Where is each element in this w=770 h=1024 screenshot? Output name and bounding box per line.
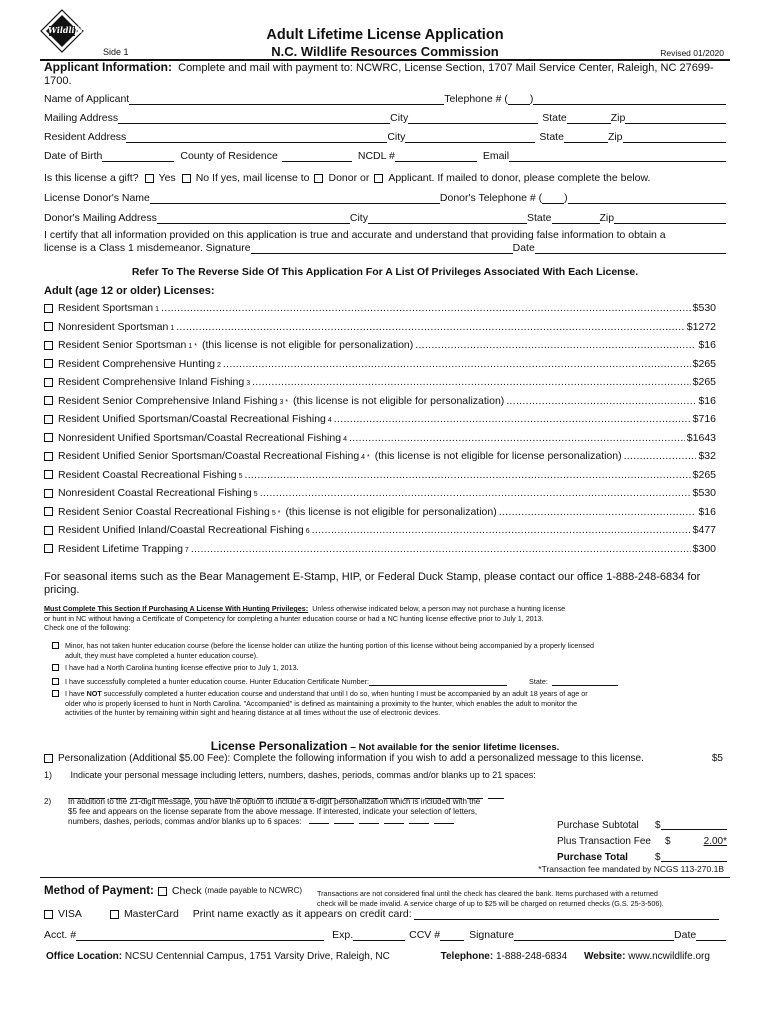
gift-yes-label: Yes (158, 172, 176, 184)
personalization-item-2 (44, 797, 564, 827)
leader-dots (223, 358, 691, 370)
resident-row (44, 131, 726, 143)
leader-dots (260, 487, 691, 499)
phone-label: Telephone: (440, 951, 494, 962)
mail-to-applicant-label: Applicant. If mailed to donor, please complete the below. (388, 172, 651, 184)
resident-address-field[interactable] (126, 132, 387, 143)
payment-row-2 (44, 908, 719, 920)
hunting-options (52, 641, 724, 718)
license-footnote: 5 (238, 472, 243, 480)
mailing-row (44, 112, 726, 124)
item-2-number: 2) (44, 797, 52, 806)
check-label: Check (171, 885, 202, 897)
license-row (44, 543, 716, 555)
message-6-field[interactable] (309, 817, 459, 827)
hunter-cert-number-field[interactable] (369, 677, 507, 686)
hunter-not-text-2: older who is properly licensed to hunt in North Carolina. "Accompanied" is defined as maintaining a proximity to the hunter, which enables the adult to monitor the (65, 698, 578, 708)
license-name: Resident Comprehensive Inland Fishing (58, 376, 245, 388)
license-checkbox[interactable] (44, 544, 53, 553)
license-footnote: 7 (184, 546, 189, 554)
print-name-label: Print name exactly as it appears on credit card: (192, 908, 412, 920)
hunter-not-text-3: activities of the hunter by remaining within sight and hearing distance at all times without the use of electronic devices. (65, 708, 441, 717)
fee-value: 2.00* (703, 836, 727, 847)
certify-line-1: I certify that all information provided on this application is true and accurate and understand that providing false information to obtain a (44, 229, 666, 241)
email-field[interactable] (509, 151, 726, 162)
donor-city-field[interactable] (368, 213, 527, 224)
exp-label: Exp. (332, 929, 354, 941)
dob-row (44, 150, 726, 162)
licenses-heading: Adult (age 12 or older) Licenses: (44, 285, 215, 297)
payment-heading: Method of Payment: (44, 885, 154, 897)
license-row (44, 376, 716, 388)
subtotal-field[interactable] (661, 818, 727, 830)
resident-label: Resident Address (44, 131, 127, 143)
license-checkbox[interactable] (44, 396, 53, 405)
mailing-state-label: State (542, 112, 567, 124)
license-checkbox[interactable] (44, 415, 53, 424)
visa-checkbox[interactable] (44, 910, 53, 919)
seasonal-note: For seasonal items such as the Bear Management E-Stamp, HIP, or Federal Duck Stamp, please contact our office 1-888-248-6834 for pricing. (44, 571, 701, 596)
license-row (44, 302, 716, 314)
donor-state-label: State (526, 212, 552, 224)
license-price: $300 (692, 542, 716, 555)
hunter-not-text-post: successfully completed a hunter education course and understand that until I do so, when hunting I must be accompanied by an adult 18 years of age or (103, 689, 588, 698)
fee-label: Plus Transaction Fee (557, 836, 651, 847)
license-price: $716 (692, 413, 716, 425)
county-field[interactable] (282, 151, 352, 162)
gift-question: Is this license a gift? (44, 172, 139, 184)
hunter-completed-checkbox[interactable] (52, 678, 59, 685)
name-row (44, 93, 726, 105)
license-price: $16 (698, 505, 716, 518)
leader-dots (252, 376, 691, 388)
license-row (44, 358, 716, 370)
donor-name-field[interactable] (150, 193, 440, 204)
resident-city-label: City (387, 131, 406, 143)
license-name: Resident Unified Sportsman/Coastal Recreational Fishing (58, 413, 326, 425)
signature-field[interactable] (251, 243, 513, 254)
license-name: Resident Sportsman (58, 302, 154, 314)
resident-city-field[interactable] (405, 132, 535, 143)
office-label: Office Location: (46, 951, 123, 962)
hunter-completed-text: I have successfully completed a hunter education course. Hunter Education Certificate Number: (65, 676, 370, 686)
fee-note: *Transaction fee mandated by NCGS 113-270.1B (538, 864, 724, 874)
subtotal-currency: $ (655, 820, 661, 831)
leader-dots (349, 432, 685, 444)
license-name: Nonresident Unified Sportsman/Coastal Recreational Fishing (58, 431, 342, 444)
donor-state-field[interactable] (552, 213, 600, 224)
hunting-heading: Must Complete This Section If Purchasing A License With Hunting Privileges: (44, 604, 309, 613)
gift-yes-checkbox[interactable] (145, 174, 154, 183)
license-price: $265 (692, 468, 716, 481)
gift-no-checkbox[interactable] (182, 174, 191, 183)
license-name: Resident Coastal Recreational Fishing (58, 468, 237, 481)
license-checkbox[interactable] (44, 452, 53, 461)
mail-to-donor-label: Donor or (328, 172, 370, 184)
license-footnote: 3 (246, 380, 251, 387)
license-note: (this license is not eligible for license personalization) (374, 450, 622, 462)
license-note: (this license is not eligible for personalization) (293, 394, 505, 407)
totals-block (557, 818, 727, 866)
office-value: NCSU Centennial Campus, 1751 Varsity Drive, Raleigh, NC (124, 951, 390, 962)
leader-dots (176, 321, 685, 333)
mail-to-applicant-checkbox[interactable] (374, 174, 383, 183)
footer (46, 951, 726, 962)
dob-label: Date of Birth (44, 150, 103, 162)
hunter-cert-state-field[interactable] (552, 677, 618, 686)
personalization-checkbox[interactable] (44, 754, 53, 763)
donor-city-label: City (349, 212, 368, 224)
payment-row-1 (44, 885, 302, 897)
payment-row-3 (44, 929, 726, 941)
telephone-field[interactable] (533, 94, 726, 105)
resident-zip-field[interactable] (623, 132, 726, 143)
item-1-number: 1) (44, 770, 53, 780)
acct-label: Acct. # (44, 929, 77, 941)
personalization-item-1 (44, 770, 536, 780)
hunting-section (44, 604, 724, 633)
resident-zip-label: Zip (607, 131, 623, 143)
license-row (44, 469, 716, 481)
ncdl-label: NCDL # (357, 150, 395, 162)
personal-char-slot[interactable] (409, 823, 429, 824)
leader-dots (191, 543, 691, 555)
personal-char-slot[interactable] (434, 823, 454, 824)
personalization-price: $5 (711, 753, 723, 764)
hunter-minor-checkbox[interactable] (52, 642, 59, 649)
personalization-heading-row: License Personalization – Not available for the senior lifetime licenses. (210, 739, 560, 753)
hunter-not-text-bold: NOT (86, 689, 102, 698)
mastercard-label: MasterCard (123, 908, 179, 920)
cardholder-name-field[interactable] (414, 909, 719, 920)
ncdl-field[interactable] (395, 151, 477, 162)
resident-state-label: State (539, 131, 564, 143)
side-label: Side 1 (103, 47, 129, 57)
mastercard-checkbox[interactable] (110, 910, 119, 919)
form-title: Adult Lifetime License Application (266, 27, 504, 43)
donor-mail-field[interactable] (157, 213, 350, 224)
license-price: $1643 (686, 431, 716, 444)
license-footnote: 5 (253, 491, 258, 498)
certify-row (44, 242, 726, 254)
total-label: Purchase Total (557, 852, 628, 863)
applicant-mailing-instructions: Complete and mail with payment to: NCWRC, License Section, 1707 Mail Service Center, Raleigh, NC 27699-1700. (44, 62, 714, 87)
license-name: Nonresident Coastal Recreational Fishing (58, 487, 252, 499)
donor-name-label: License Donor's Name (44, 192, 150, 204)
visa-label: VISA (58, 908, 82, 920)
leader-dots (415, 339, 696, 351)
license-footnote: 4 (327, 417, 332, 424)
total-field[interactable] (661, 850, 727, 862)
donor-zip-label: Zip (599, 212, 615, 224)
license-footnote: 1 (155, 306, 160, 313)
subtotal-label: Purchase Subtotal (557, 820, 639, 831)
telephone-label: Telephone # ( (444, 93, 508, 105)
license-checkbox[interactable] (44, 359, 53, 368)
donor-phone-label: Donor's Telephone # ( (439, 192, 543, 204)
hunting-intro-2: or hunt in NC without having a Certificate of Competency for completing a hunter education course or had a NC hunting license effective prior to July 1, 2013. (44, 613, 544, 623)
license-name: Resident Lifetime Trapping (58, 542, 183, 555)
license-checkbox[interactable] (44, 341, 53, 350)
telephone-paren: ) (529, 93, 534, 105)
applicant-heading: Applicant Information: (44, 60, 172, 74)
license-price: $265 (692, 376, 716, 388)
acct-field[interactable] (76, 930, 324, 941)
license-price: $530 (692, 302, 716, 314)
exp-field[interactable] (353, 930, 405, 941)
certify-date-label: Date (512, 242, 535, 254)
license-row (44, 395, 716, 407)
license-row (44, 413, 716, 425)
leader-dots (334, 413, 691, 425)
mailing-zip-field[interactable] (625, 113, 726, 124)
license-checkbox[interactable] (44, 507, 53, 516)
mailing-address-field[interactable] (118, 113, 390, 124)
license-price: $477 (692, 524, 716, 536)
hunter-prior-license-checkbox[interactable] (52, 664, 59, 671)
license-price: $530 (692, 487, 716, 499)
personal-char-slot[interactable] (334, 823, 354, 824)
license-row (44, 450, 716, 462)
license-checkbox[interactable] (44, 304, 53, 313)
card-date-field[interactable] (696, 930, 726, 941)
returned-note-2: check will be made invalid. A service charge of up to $25 will be charged on returned checks (G.S. 25-3-506). (317, 898, 664, 908)
hunter-cert-state-label: State: (529, 676, 548, 686)
license-footnote: 6 (305, 528, 310, 535)
leader-dots (245, 469, 691, 481)
mailing-zip-label: Zip (610, 112, 626, 124)
donor-mail-label: Donor's Mailing Address (44, 212, 157, 224)
license-checkbox[interactable] (44, 433, 53, 442)
hunter-minor-text: Minor, has not taken hunter education course (before the license holder can utilize the hunting portion of this license without being accompanied by a properly licensed (65, 641, 595, 650)
mailing-city-label: City (390, 112, 409, 124)
personal-char-slot[interactable] (384, 823, 404, 824)
personalization-option-label: Personalization (Additional $5.00 Fee): Complete the following information if you wish to add a personalized message to this license. (58, 753, 644, 764)
license-name: Resident Unified Inland/Coastal Recreational Fishing (58, 524, 304, 536)
license-name: Nonresident Sportsman (58, 320, 169, 333)
license-footnote: 4 * (361, 454, 370, 461)
donor-zip-field[interactable] (614, 213, 726, 224)
hunting-intro-3: Check one of the following: (44, 623, 131, 632)
leader-dots (312, 524, 691, 536)
mail-to-donor-checkbox[interactable] (314, 174, 323, 183)
fee-currency: $ (665, 836, 671, 847)
hunter-minor-text-2: adult, they must have completed a hunter education course). (65, 650, 258, 660)
license-name: Resident Unified Senior Sportsman/Coastal Recreational Fishing (58, 450, 360, 462)
item-2-text-2: $5 fee and appears on the license separate from the above message. If interested, indicate your selection of letters, (68, 807, 478, 816)
license-note: (this license is not eligible for personalization) (285, 505, 497, 518)
license-name: Resident Senior Coastal Recreational Fishing (58, 505, 270, 518)
returned-note-1: Transactions are not considered final until the check has cleared the bank. Items purchased with a returned (317, 889, 658, 898)
license-footnote: 3 * (279, 398, 289, 406)
form-subtitle: N.C. Wildlife Resources Commission (271, 44, 499, 59)
item-2-text-1: In addition to the 21-digit message, you have the option to include a 6-digit personalization which is included with the (68, 797, 481, 806)
license-row (44, 321, 716, 333)
license-row (44, 506, 716, 518)
ccv-label: CCV # (409, 929, 441, 941)
resident-state-field[interactable] (564, 132, 608, 143)
license-name: Resident Comprehensive Hunting (58, 357, 216, 370)
card-date-label: Date (674, 929, 697, 941)
hunter-prior-license-text: I have had a North Carolina hunting license effective prior to July 1, 2013. (65, 663, 299, 672)
name-label: Name of Applicant (44, 93, 130, 105)
hunter-not-completed-checkbox[interactable] (52, 690, 59, 697)
license-row (44, 524, 716, 536)
item-2-text-3: numbers, dashes, periods, commas and/or blanks up to 6 spaces: (68, 817, 302, 826)
applicant-name-field[interactable] (129, 94, 444, 105)
email-label: Email (482, 150, 510, 162)
telephone-area-field[interactable] (508, 94, 530, 105)
license-price: $16 (698, 394, 716, 407)
check-note: (made payable to NCWRC) (204, 886, 303, 895)
web-label: Website: (583, 951, 626, 962)
check-checkbox[interactable] (158, 887, 167, 896)
license-checkbox[interactable] (44, 378, 53, 387)
leader-dots (624, 450, 697, 462)
hunter-not-text-pre: I have (65, 689, 85, 698)
mailing-city-field[interactable] (408, 113, 538, 124)
donor-phone-paren: ) (564, 192, 568, 204)
personalization-option-row (44, 753, 726, 764)
license-row (44, 339, 716, 351)
license-checkbox[interactable] (44, 322, 53, 331)
leader-dots (499, 506, 697, 518)
leader-dots (161, 302, 691, 314)
phone-value: 1-888-248-6834 (495, 951, 568, 962)
web-value: www.ncwildlife.org (628, 951, 710, 962)
card-signature-label: Signature (469, 929, 515, 941)
returned-check-note (317, 889, 664, 908)
payment-rule (40, 877, 730, 878)
refer-note: Refer To The Reverse Side Of This Application For A List Of Privileges Associated With Each License. (131, 266, 639, 278)
revised-date: Revised 01/2020 (660, 48, 724, 58)
item-1-text: Indicate your personal message including letters, numbers, dashes, periods, commas and/or blanks up to 21 spaces: (70, 770, 536, 780)
license-footnote: 1 (170, 324, 175, 332)
personalization-heading-note: Not available for the senior lifetime licenses. (358, 742, 560, 753)
personalization-heading: License Personalization (210, 739, 348, 753)
mailing-state-field[interactable] (567, 113, 611, 124)
license-price: $16 (698, 339, 716, 351)
license-name: Resident Senior Comprehensive Inland Fishing (58, 394, 278, 407)
license-footnote: 2 (217, 361, 221, 369)
personal-char-slot[interactable] (309, 823, 329, 824)
license-price: $1272 (686, 320, 716, 333)
license-price: $265 (692, 357, 716, 370)
license-checkbox[interactable] (44, 470, 53, 479)
personal-char-slot[interactable] (359, 823, 379, 824)
gift-no-label: No If yes, mail license to (195, 172, 310, 184)
license-note: (this license is not eligible for personalization) (201, 339, 414, 351)
logo-text: Wildlife (48, 25, 84, 35)
applicant-instructions (44, 61, 716, 88)
leader-dots (506, 395, 696, 407)
license-price: $32 (698, 450, 716, 462)
ccv-field[interactable] (440, 930, 464, 941)
card-signature-field[interactable] (514, 930, 674, 941)
license-row (44, 432, 716, 444)
donor-phone-area-field[interactable] (542, 193, 564, 204)
license-row (44, 487, 716, 499)
donor-mail-row (44, 212, 726, 224)
certify-date-field[interactable] (535, 243, 726, 254)
gift-row (44, 172, 726, 184)
hunting-intro-1: Unless otherwise indicated below, a person may not purchase a hunting license (312, 604, 566, 613)
license-name: Resident Senior Sportsman (58, 339, 187, 351)
total-currency: $ (655, 852, 661, 863)
license-checkbox[interactable] (44, 489, 53, 498)
donor-name-row (44, 192, 726, 204)
license-footnote: 5 * (271, 509, 281, 517)
county-label: County of Residence (180, 150, 278, 162)
license-checkbox[interactable] (44, 526, 53, 535)
mailing-label: Mailing Address (44, 112, 119, 124)
dob-field[interactable] (102, 151, 174, 162)
license-footnote: 1 * (188, 343, 197, 350)
certify-line-2: license is a Class 1 misdemeanor. Signature (44, 242, 251, 254)
donor-phone-field[interactable] (568, 193, 726, 204)
license-footnote: 4 (343, 435, 347, 443)
